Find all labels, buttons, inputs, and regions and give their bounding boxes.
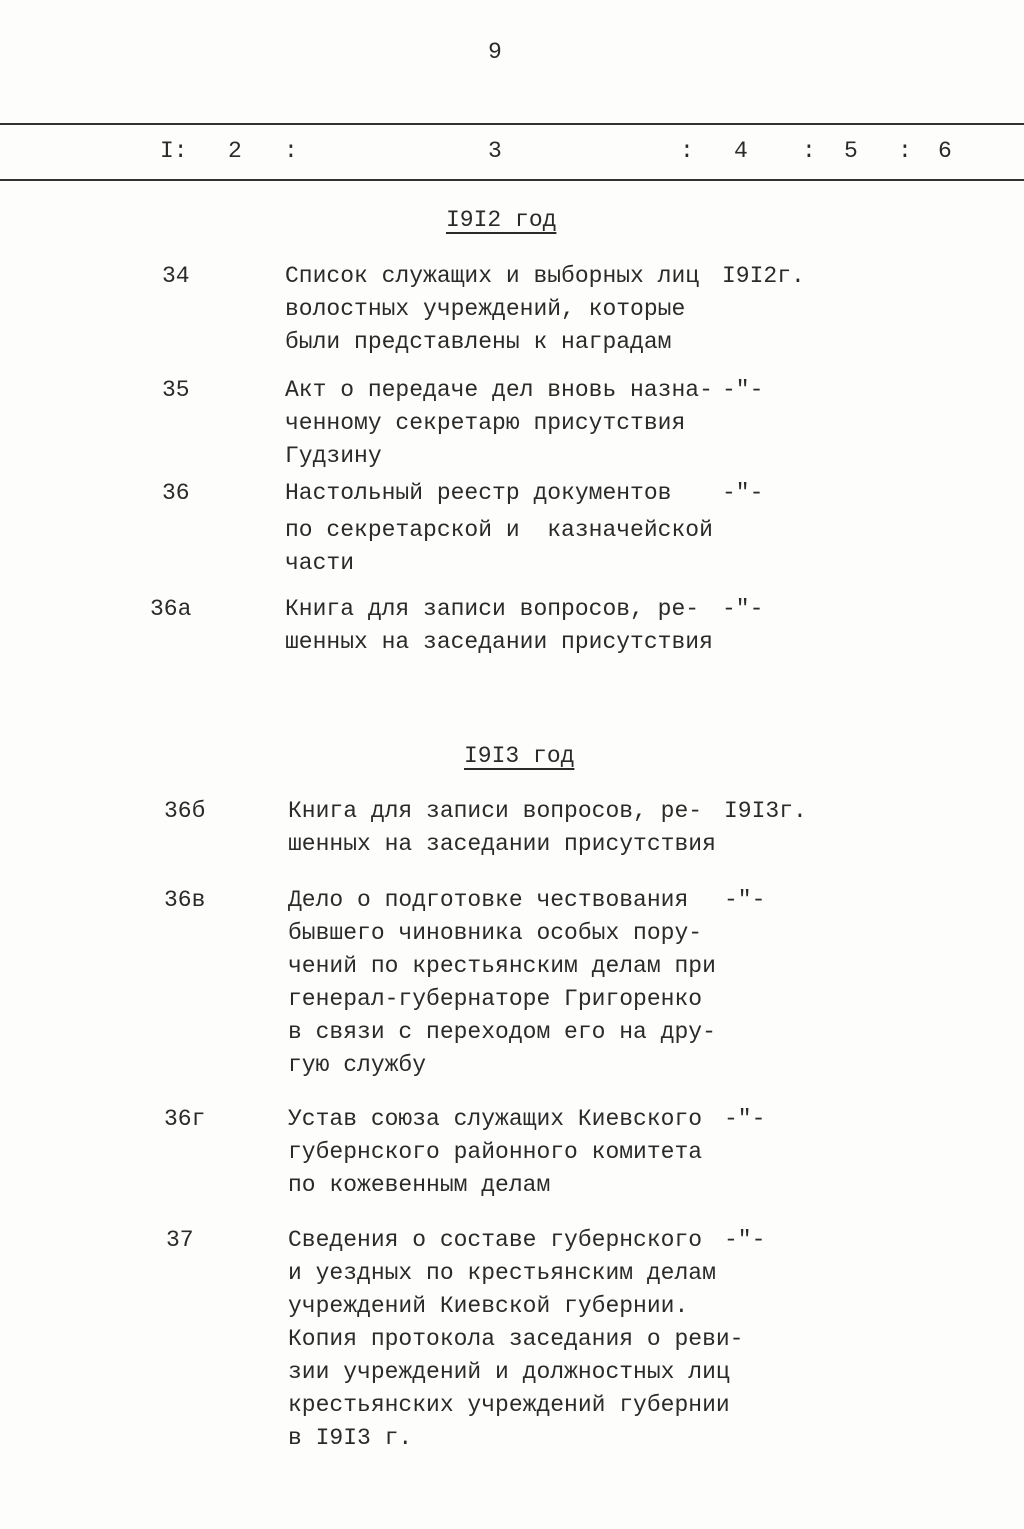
- entry-description-line: и уездных по крестьянским делам: [288, 1260, 716, 1286]
- entry-description-line: гую службу: [288, 1052, 427, 1078]
- entry-description-line: Акт о передаче дел вновь назна-: [285, 377, 713, 403]
- column-header-cell: I:: [160, 138, 188, 164]
- entry-description-line: Книга для записи вопросов, ре-: [288, 798, 703, 824]
- column-header-cell: 6: [938, 138, 952, 164]
- entry-number: 34: [162, 263, 190, 289]
- entry-description-line: Список служащих и выборных лиц: [285, 263, 700, 289]
- entry-number: 36г: [164, 1106, 206, 1132]
- entry-date: -"-: [722, 596, 764, 622]
- header-top-rule: [0, 123, 1024, 125]
- entry-description-line: были представлены к наградам: [285, 329, 672, 355]
- entry-description-line: по секретарской и казначейской: [285, 517, 713, 543]
- entry-number: 36: [162, 480, 190, 506]
- entry-date: -"-: [724, 1227, 766, 1253]
- entry-description-line: чений по крестьянским делам при: [288, 953, 716, 979]
- entry-number: 36в: [164, 887, 206, 913]
- entry-date: I9I2г.: [722, 263, 805, 289]
- entry-date: -"-: [722, 377, 764, 403]
- column-header-cell: 5: [844, 138, 858, 164]
- entry-description-line: шенных на заседании присутствия: [285, 629, 713, 655]
- column-header-cell: 3: [488, 138, 502, 164]
- entry-number: 35: [162, 377, 190, 403]
- entry-description-line: в I9I3 г.: [288, 1425, 413, 1451]
- entry-description-line: Настольный реестр документов: [285, 480, 672, 506]
- entry-description-line: губернского районного комитета: [288, 1139, 703, 1165]
- section-heading: I9I3 год: [464, 743, 575, 769]
- column-header-cell: 2: [228, 138, 242, 164]
- page-number: 9: [488, 39, 502, 65]
- entry-description-line: в связи с переходом его на дру-: [288, 1019, 716, 1045]
- entry-description-line: Дело о подготовке чествования: [288, 887, 689, 913]
- entry-date: -"-: [724, 887, 766, 913]
- entry-description-line: Сведения о составе губернского: [288, 1227, 703, 1253]
- entry-description-line: зии учреждений и должностных лиц: [288, 1359, 730, 1385]
- entry-description-line: Копия протокола заседания о реви-: [288, 1326, 744, 1352]
- section-heading: I9I2 год: [446, 207, 557, 233]
- entry-description-line: крестьянских учреждений губернии: [288, 1392, 730, 1418]
- column-header-cell: 4: [734, 138, 748, 164]
- column-header-cell: :: [898, 138, 912, 164]
- column-header-cell: :: [680, 138, 694, 164]
- entry-date: -"-: [724, 1106, 766, 1132]
- entry-description-line: Книга для записи вопросов, ре-: [285, 596, 700, 622]
- entry-description-line: по кожевенным делам: [288, 1172, 551, 1198]
- entry-date: I9I3г.: [724, 798, 807, 824]
- entry-description-line: генерал-губернаторе Григоренко: [288, 986, 703, 1012]
- entry-description-line: волостных учреждений, которые: [285, 296, 686, 322]
- entry-number: 37: [166, 1227, 194, 1253]
- entry-number: 36б: [164, 798, 206, 824]
- entry-description-line: учреждений Киевской губернии.: [288, 1293, 689, 1319]
- column-header-cell: :: [802, 138, 816, 164]
- entry-description-line: Устав союза служащих Киевского: [288, 1106, 703, 1132]
- entry-description-line: Гудзину: [285, 443, 382, 469]
- entry-number: 36а: [150, 596, 192, 622]
- entry-description-line: бывшего чиновника особых пору-: [288, 920, 703, 946]
- entry-description-line: части: [285, 550, 355, 576]
- header-bottom-rule: [0, 179, 1024, 181]
- column-header-cell: :: [284, 138, 298, 164]
- entry-description-line: ченному секретарю присутствия: [285, 410, 686, 436]
- entry-date: -"-: [722, 480, 764, 506]
- entry-description-line: шенных на заседании присутствия: [288, 831, 716, 857]
